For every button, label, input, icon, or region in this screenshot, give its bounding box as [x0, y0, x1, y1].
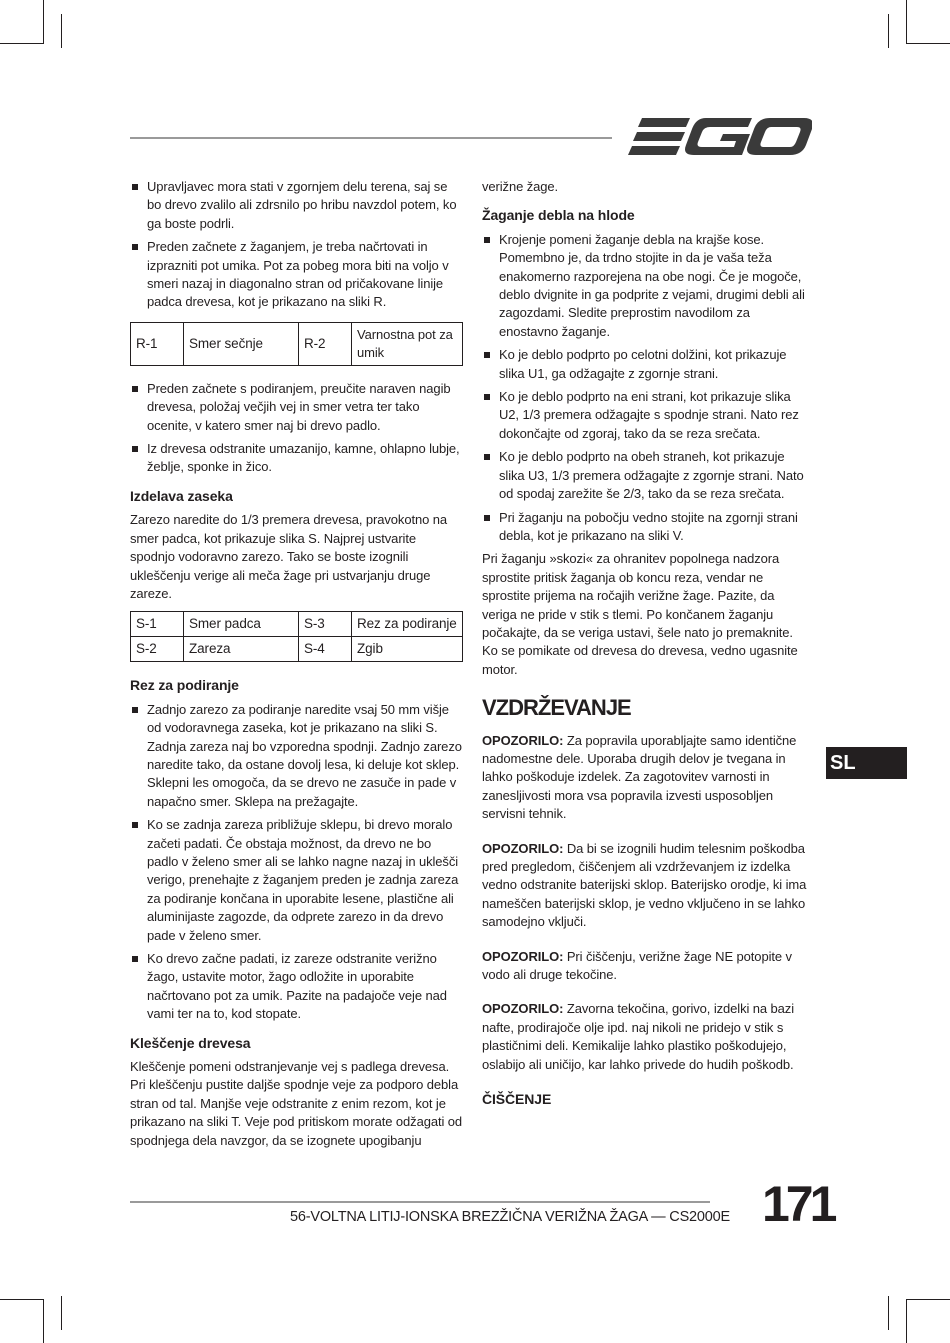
- list-item: Iz drevesa odstranite umazanijo, kamne, ohlapno lubje, žeblje, sponke in žico.: [130, 440, 463, 477]
- crop-mark: [906, 0, 907, 44]
- bullet-icon: [132, 184, 138, 190]
- table-row: [131, 612, 463, 637]
- ego-logo: [628, 112, 812, 162]
- crop-mark: [61, 14, 62, 48]
- bullet-icon: [484, 352, 490, 358]
- table-cell: R-1: [131, 322, 184, 365]
- header-rule: [130, 137, 612, 139]
- paragraph: Pri žaganju »skozi« za ohranitev popolnega nadzora sprostite pritisk žaganja ob koncu reza, vendar ne sprostite prijema na ročajih verižne žage. Pazite, da veriga ne pride v stik s tlemi. Po končanem žaganju počakajte, da se veriga ustavi, šele nato jo premaknite. Ko se pomikate od drevesa do drevesa, vedno ugasnite motor.: [482, 551, 798, 677]
- table-cell: S-3: [299, 612, 352, 637]
- bullet-icon: [132, 386, 138, 392]
- bullet-icon: [132, 244, 138, 250]
- list-item: Ko drevo začne padati, iz zareze odstranite verižno žago, ustavite motor, žago odložite in uporabite načrtovano pot za umik. Pazite na padajoče veje nad vami ter na to, kod stopate.: [130, 950, 463, 1024]
- paragraph: Zarezo naredite do 1/3 premera drevesa, pravokotno na smer padca, kot prikazuje slika S. Najprej ustvarite spodnjo vodoravno zarezo. Tako se boste izognili ukleščenju verige ali meča žage pri ustvarjanju druge zareze.: [130, 512, 448, 601]
- bullet-icon: [484, 237, 490, 243]
- footer-title: 56-VOLTNA LITIJ-IONSKA BREZŽIČNA VERIŽNA ŽAGA — CS2000E: [290, 1209, 730, 1225]
- table-cell: R-2: [299, 322, 352, 365]
- crop-mark: [43, 0, 44, 44]
- table-cell: Rez za podiranje: [352, 612, 463, 637]
- language-tab: SL: [826, 747, 907, 779]
- table-cell: S-1: [131, 612, 184, 637]
- warning-label: OPOZORILO:: [482, 1001, 564, 1017]
- crop-mark: [888, 1296, 889, 1330]
- section-heading: Žaganje debla na hlode: [482, 207, 635, 224]
- list-item: Preden začnete z žaganjem, je treba načrtovati in izprazniti pot umika. Pot za pobeg mora biti na voljo v smeri nazaj in diagonalno stran od pričakovane linije padca drevesa, kot je prikazano na sliki R.: [130, 238, 463, 312]
- right-column: [482, 178, 812, 1114]
- bullet-icon: [484, 454, 490, 460]
- section-heading: Izdelava zaseka: [130, 487, 233, 504]
- bullet-icon: [484, 394, 490, 400]
- table-cell: Smer padca: [184, 612, 299, 637]
- crop-mark: [43, 1299, 44, 1343]
- footer-rule: [130, 1201, 710, 1203]
- bullet-icon: [132, 446, 138, 452]
- crop-mark: [888, 14, 889, 48]
- figure-r-legend-table: [130, 322, 463, 366]
- bullet-icon: [132, 822, 138, 828]
- crop-mark: [0, 1299, 44, 1300]
- list-item: Ko je deblo podprto po celotni dolžini, kot prikazuje slika U1, ga odžagajte z zgornje strani.: [482, 346, 812, 383]
- figure-s-legend-table: [130, 611, 463, 662]
- warning-block: OPOZORILO: Da bi se izognili hudim telesnim poškodba pred pregledom, čiščenjem ali vzdrževanjem iz izdelka vedno odstranite baterijski sklop. Baterijsko orodje, ki ima nameščen baterijski sklop, je vedno vključeno in se lahko samodejno vključi.: [482, 840, 807, 930]
- list-item: Ko se zadnja zareza približuje sklepu, bi drevo moralo začeti padati. Če obstaja možnost, da drevo ne bo padlo v želeno smer ali se lahko nagne nazaj in uklešči verigo, prenehajte z žaganjem preden je zadnja zareza za podiranje končana in uporabite lesene, plastične ali aluminijaste zagozde, da odprete zarezo in da drevo pade v želeno smer.: [130, 816, 463, 945]
- list-item: Krojenje pomeni žaganje debla na krajše kose. Pomembno je, da trdno stojite in da je vaša teža enakomerno razporejena na obe nogi. Če je mogoče, deblo dvignite in ga podprite z vejami, drugimi debli ali zagozdami. Sledite preprostim navodilom za enostavno žaganje.: [482, 231, 812, 341]
- list-item: Preden začnete s podiranjem, preučite naraven nagib drevesa, položaj večjih vej in smer vetra ter tako ocenite, v katero smer naj bi drevo padlo.: [130, 380, 463, 435]
- crop-mark: [906, 43, 950, 44]
- table-cell: Zgib: [352, 637, 463, 662]
- list-item: Ko je deblo podprto na obeh straneh, kot prikazuje slika U3, 1/3 premera odžagajte z zgornje strani. Nato od spodaj zarežite še 2/3, tako da se reza srečata.: [482, 448, 812, 503]
- table-cell: S-4: [299, 637, 352, 662]
- warning-label: OPOZORILO:: [482, 948, 564, 964]
- paragraph: verižne žage.: [482, 179, 559, 194]
- list-item: Pri žaganju na pobočju vedno stojite na zgornji strani debla, kot je prikazano na sliki V.: [482, 509, 812, 546]
- warning-block: OPOZORILO: Pri čiščenju, verižne žage NE potopite v vodo ali druge tekočine.: [482, 948, 792, 983]
- warning-label: OPOZORILO:: [482, 840, 564, 856]
- bullet-icon: [132, 956, 138, 962]
- warning-block: OPOZORILO: Zavorna tekočina, gorivo, izdelki na bazi nafte, prodirajoče olje ipd. naj nikoli ne pridejo v stik s plastičnimi deli. Kemikalije lahko plastiko poškodujejo, oslabijo ali uničijo, kar lahko privede do hudih poškodb.: [482, 1001, 794, 1072]
- warning-block: OPOZORILO: Za popravila uporabljajte samo identične nadomestne dele. Uporaba drugih delov je tvegana in lahko poškoduje izdelek. Za zagotovitev varnosti in zanesljivosti mora vsa popravila izvesti usposobljen servisni tehnik.: [482, 732, 797, 822]
- warning-label: OPOZORILO:: [482, 732, 564, 748]
- crop-mark: [906, 1299, 950, 1300]
- list-item: Ko je deblo podprto na eni strani, kot prikazuje slika U2, 1/3 premera odžagajte s spodnje strani. Nato rez dokončajte od zgoraj, tako da se reza srečata.: [482, 388, 812, 443]
- left-column: [130, 178, 463, 1154]
- section-title: VZDRŽEVANJE: [482, 695, 631, 721]
- section-heading: Kleščenje drevesa: [130, 1034, 251, 1051]
- section-heading: Rez za podiranje: [130, 677, 239, 694]
- bullet-icon: [132, 707, 138, 713]
- paragraph: Kleščenje pomeni odstranjevanje vej s padlega drevesa. Pri kleščenju pustite daljše spodnje veje za podporo debla stran od tal. Manjše veje odstranite z enim rezom, kot je prikazano na sliki T. Veje pod pritiskom morate odžagati od spodnjega dela navzgor, da se izognete upogibanju: [130, 1059, 463, 1148]
- table-cell: Varnostna pot za umik: [352, 322, 463, 365]
- crop-mark: [0, 43, 44, 44]
- list-item: Zadnjo zarezo za podiranje naredite vsaj 50 mm višje od vodoravnega zaseka, kot je prikazano na sliki S. Zadnja zareza naj bo vzporedna spodnji. Zadnjo zarezo naredite tako, da ostane dovolj lesa, ki deluje kot sklep. Sklepni les omogoča, da se drevo ne zasuče in pade v napačno smer. Sklepa na prežagajte.: [130, 701, 463, 811]
- table-cell: S-2: [131, 637, 184, 662]
- crop-mark: [906, 1299, 907, 1343]
- bullet-icon: [484, 515, 490, 521]
- list-item: Upravljavec mora stati v zgornjem delu terena, saj se bo drevo zvalilo ali zdrsnilo po hribu navzdol potem, ko ga boste podrli.: [130, 178, 463, 233]
- section-heading: ČIŠČENJE: [482, 1091, 552, 1108]
- table-row: [131, 322, 463, 365]
- table-cell: Zareza: [184, 637, 299, 662]
- page-number: 171: [762, 1176, 834, 1232]
- crop-mark: [61, 1296, 62, 1330]
- table-row: [131, 637, 463, 662]
- table-cell: Smer sečnje: [184, 322, 299, 365]
